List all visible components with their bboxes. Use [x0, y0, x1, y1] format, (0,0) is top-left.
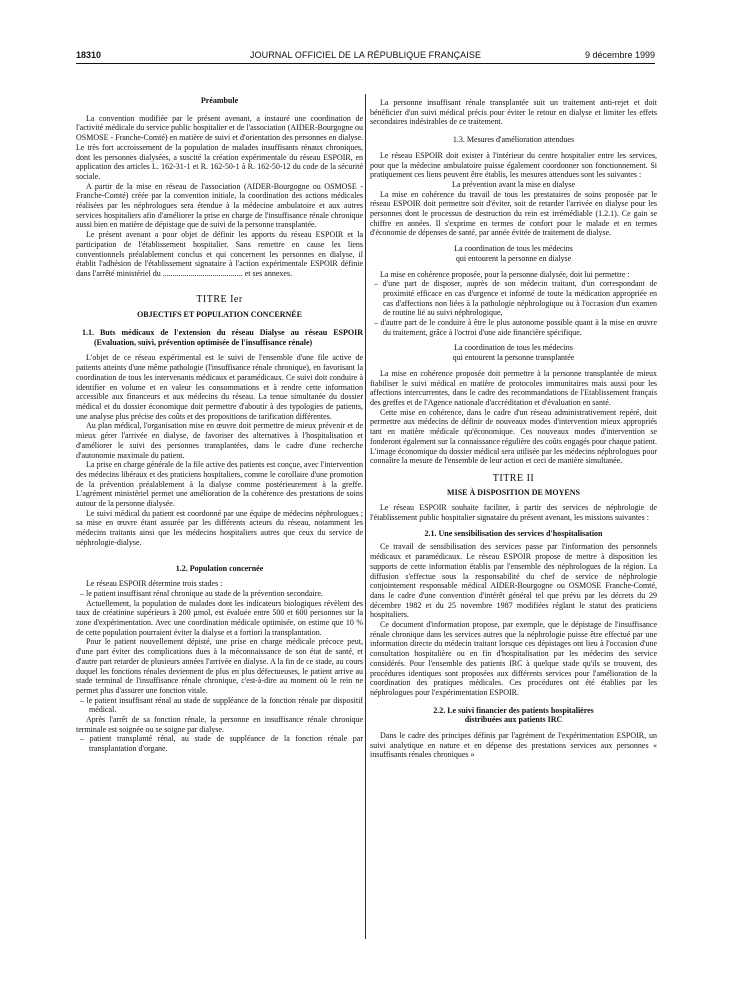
page-number: 18310 [76, 50, 102, 60]
section-1-2-heading: 1.2. Population concernée [175, 563, 264, 573]
subheading: qui entourent la personne en dialyse [455, 253, 572, 263]
paragraph: Au plan médical, l'organisation mise en œuvre doit permettre de mieux prévenir et de mieux gérer l'arrivée en dialyse, de favoriser des alternatives à l'hospitalisation et d'améliorer le suivi des personnes transplantées, dans le cadre d'une recherche d'autonomie maximale du patient. [76, 421, 363, 460]
paragraph: Le réseau ESPOIR souhaite faciliter, à partir des services de néphrologie de l'établissement public hospitalier signataire du présent avenant, les missions suivantes : [370, 503, 657, 523]
page-header [76, 50, 655, 64]
header-rule [76, 63, 655, 64]
paragraph: L'objet de ce réseau expérimental est le suivi de l'ensemble d'une file active de patients atteints d'une même pathologie (l'insuffisance rénale chronique), en favorisant la coordination de tous les intervenants médicaux et paramédicaux. Ce suivi doit conduire à identifier en volume et en valeur les consommations et à rendre cette information accessible aux financeurs et aux médecins du réseau. La tenue simultanée du dossier médical et du dossier économique doit permettre d'aboutir à des typologies de patients, une analyse plus précise des coûts et des propositions de tarification différentes. [76, 353, 363, 421]
section-2-2-heading: 2.2. Le suivi financier des patients hospitalières [433, 705, 594, 715]
paragraph: Ce travail de sensibilisation des services passe par l'information des personnels médicaux et paramédicaux. Le réseau ESPOIR propose de mettre à disposition les supports de cette information établis par l'ensemble des néphrologues de la région. La diffusion s'effectue sous la responsabilité du chef de service de néphrologie conjointement responsable médical AIDER-Bourgogne ou OSMOSE Franche-Comté, dans le cadre d'une convention d'intérêt général tel que prévu par les décrets du 29 décembre 1982 et du 25 novembre 1987 modifiées réglant le statut des praticiens hospitaliers. [370, 542, 657, 620]
section-2-1-heading: 2.1. Une sensibilisation des services d'hospitalisation [424, 528, 603, 538]
paragraph: Après l'arrêt de sa fonction rénale, la personne en insuffisance rénale chronique terminale est soignée ou se soigne par dialyse. [76, 715, 363, 734]
paragraph: La convention modifiée par le présent avenant, a instauré une coordination de l'activité médicale du service public hospitalier et de l'association (AIDER-Bourgogne ou OSMOSE - Franche-Comté) en matière de suivi et d'orientation des personnes en dialyse. Le très fort accroissement de la population de malades insuffisants rénaux chroniques, dont les personnes dialysées, a suscité la création expérimentale du réseau ESPOIR, en application des articles L. 162-31-1 et R. 162-50-1 à R. 162-50-12 du code de la sécurité sociale. [76, 113, 363, 181]
paragraph: La mise en cohérence proposée doit permettre à la personne transplantée de mieux fiabiliser le suivi médical en matière de protocoles immunitaires mais aussi pour les affections intercurrentes, dans le cadre des recommandations de l'Etablissement français des greffes et de l'Agence nationale d'accréditation et d'évaluation en santé. [370, 368, 657, 407]
paragraph: La prise en charge générale de la file active des patients est conçue, avec l'intervention des médecins libéraux et des praticiens hospitaliers, comme le corollaire d'une promotion de la prévention préalablement à la dialyse comme postérieurement à la greffe. L'agrément ministériel permet une amélioration de la cohérence des prestations de soins autour de la personne dialysée. [76, 460, 363, 509]
right-column [370, 98, 657, 760]
titre-1-subheading: OBJECTIFS ET POPULATION CONCERNÉE [137, 310, 302, 320]
subheading: La coordination de tous les médecins [454, 244, 573, 254]
list-item: – le patient insuffisant rénal chronique au stade de la prévention secondaire. [80, 588, 323, 598]
section-1-1-heading: 1.1. Buts médicaux de l'extension du réseau Dialyse au réseau ESPOIR (Evaluation, suivi, prévention optimisée de l'insuffisance rénale) [82, 328, 363, 347]
paragraph: A partir de la mise en réseau de l'association (AIDER-Bourgogne ou OSMOSE - Franche-Comté) créée par la convention initiale, la coordination des actions médicales réalisées par les néphrologues sera étendue à la médecine ambulatoire et aux autres services hospitaliers afin d'améliorer la prise en charge de l'insuffisance rénale chronique aussi bien en matière de dépistage que de suivi de la personne transplantée. [76, 181, 363, 230]
left-column [76, 96, 363, 754]
titre-2-subheading: MISE À DISPOSITION DE MOYENS [447, 487, 580, 497]
paragraph: Le présent avenant a pour objet de définir les apports du réseau ESPOIR et la participation de l'établissement hospitalier. Sans remettre en cause les liens conventionnels préalablement conclus et qui concernent les personnes en dialyse, il établit l'adhésion de l'établissement signataire à l'action expérimentale ESPOIR définie dans l'arrêté ministériel du ........................................ et ses annexes. [76, 230, 363, 278]
preambule-heading: Préambule [200, 96, 239, 105]
issue-date: 9 décembre 1999 [584, 50, 655, 60]
column-divider [365, 94, 366, 939]
paragraph: La personne insuffisant rénale transplantée suit un traitement anti-rejet et doit bénéficier d'un suivi médical précis pour éviter le retour en dialyse et limiter les effets secondaires indésirables de ce traitement. [370, 98, 657, 127]
paragraph: Le réseau ESPOIR détermine trois stades : [86, 579, 223, 589]
paragraph: Dans le cadre des principes définis par l'agrément de l'expérimentation ESPOIR, un suivi analytique en nature et en dépense des prestations services aux personnes « insuffisants rénales chroniques » [370, 731, 657, 760]
paragraph: La mise en cohérence proposée, pour la personne dialysée, doit lui permettre : [380, 269, 630, 279]
titre-2-heading: TITRE II [492, 472, 535, 484]
journal-title: JOURNAL OFFICIEL DE LA RÉPUBLIQUE FRANÇAISE [249, 50, 482, 60]
titre-1-heading: TITRE Ier [196, 293, 243, 305]
paragraph: Le réseau ESPOIR doit exister à l'intérieur du centre hospitalier entre les services, pour que la médecine ambulatoire puisse également coordonner son fonctionnement. Si pratiquement ces liens peuvent être établis, les mesures attendues sont les suivantes : [370, 150, 657, 180]
paragraph: La mise en cohérence du travail de tous les prestataires de soins proposée par le réseau ESPOIR doit permettre soit d'éviter, soit de retarder l'arrivée en dialyse pour les personnes dont le processus de destruction du rein est irrémédiable (1.2.1). Ce gain se chiffre en années. Il s'exprime en termes de confort pour le malade et en termes d'économie de dépenses de santé, par année évitée de traitement de dialyse. [370, 189, 657, 238]
list-item: – d'autre part de le conduire à être le plus autonome possible quant à la mise en œuvre du traitement, grâce à l'octroi d'une aide financière spécifique. [374, 318, 657, 337]
subheading: qui entourent la personne transplantée [452, 353, 575, 363]
section-2-2-heading-line2: distribuées aux patients IRC [464, 715, 563, 725]
subheading: La coordination de tous les médecins [454, 343, 573, 353]
paragraph: Pour le patient nouvellement dépisté, une prise en charge médicale précoce peut, d'une part éviter des complications dues à la méconnaissance de son état de santé, et d'autre part retarder de plusieurs années l'arrivée en dialyse. A la fin de ce stade, au cours duquel les fonctions rénales deviennent de plus en plus défectueuses, le patient arrive au stade terminal de l'insuffisance rénale chronique, c'est-à-dire au moment où le rein ne permet plus d'assurer une fonction vitale. [76, 637, 363, 695]
list-item: – patient transplanté rénal, au stade de suppléance de la fonction rénale par transplantation d'organe. [80, 734, 363, 754]
list-item: – d'une part de disposer, auprès de son médecin traitant, d'un correspondant de proximité efficace en cas d'urgence et informé de toute la médication appropriée en cas d'affections non liées à la pathologie néphrologique ou à l'occasion d'un examen de routine lié au suivi néphrologique, [374, 279, 657, 318]
paragraph: Cette mise en cohérence, dans le cadre d'un réseau administrativement repéré, doit permettre aux médecins de définir de nouveaux modes d'intervention mieux appropriés tant en matière médicale qu'économique. Ces nouveaux modes d'intervention se fonderont également sur la connaissance régulière des coûts engagés pour chaque patient. L'image économique du dossier médical sera utilisée par les médecins néphrologues pour connaître la mesure de l'ensemble de leur action et ceci de manière simultanée. [370, 407, 657, 466]
list-item: – le patient insuffisant rénal au stade de suppléance de la fonction rénale par dispositif médical. [80, 695, 363, 715]
paragraph: Ce document d'information propose, par exemple, que le dépistage de l'insuffisance rénale chronique dans les services autres que la néphrologie puisse être effectué par une information directe du médecin traitant lorsque ces dépistages ont lieu à l'occasion d'une consultation hospitalière ou en fin d'hospitalisation par les médecins des service considérés. Pour l'ensemble des patients IRC à quelque stade qu'ils se trouvent, des procédures identiques sont proposées aux différents services pour l'amélioration de la coordination des pratiques médicales. Ces procédures ont été établies par les néphrologues pour l'expérimentation ESPOIR. [370, 620, 657, 697]
paragraph: Le suivi médical du patient est coordonné par une équipe de médecins néphrologues ; sa mise en œuvre étant assurée par les différents acteurs du réseau, notamment les médecins traitants ainsi que les médecins hospitaliers autres que ceux du service de néphrologie-dialyse. [76, 508, 363, 547]
section-1-3-heading: 1.3. Mesures d'amélioration attendues [452, 135, 575, 145]
subheading: La prévention avant la mise en dialyse [451, 179, 576, 189]
paragraph: Actuellement, la population de malades dont les indicateurs biologiques révèlent des taux de créatinine supérieurs à 200 µmol, est évaluée entre 500 et 600 personnes sur la zone d'expérimentation. Avec une coordination médicale optimisée, on estime que 10 % de cette population pourraient éviter la dialyse et a fortiori la transplantation. [76, 598, 363, 637]
